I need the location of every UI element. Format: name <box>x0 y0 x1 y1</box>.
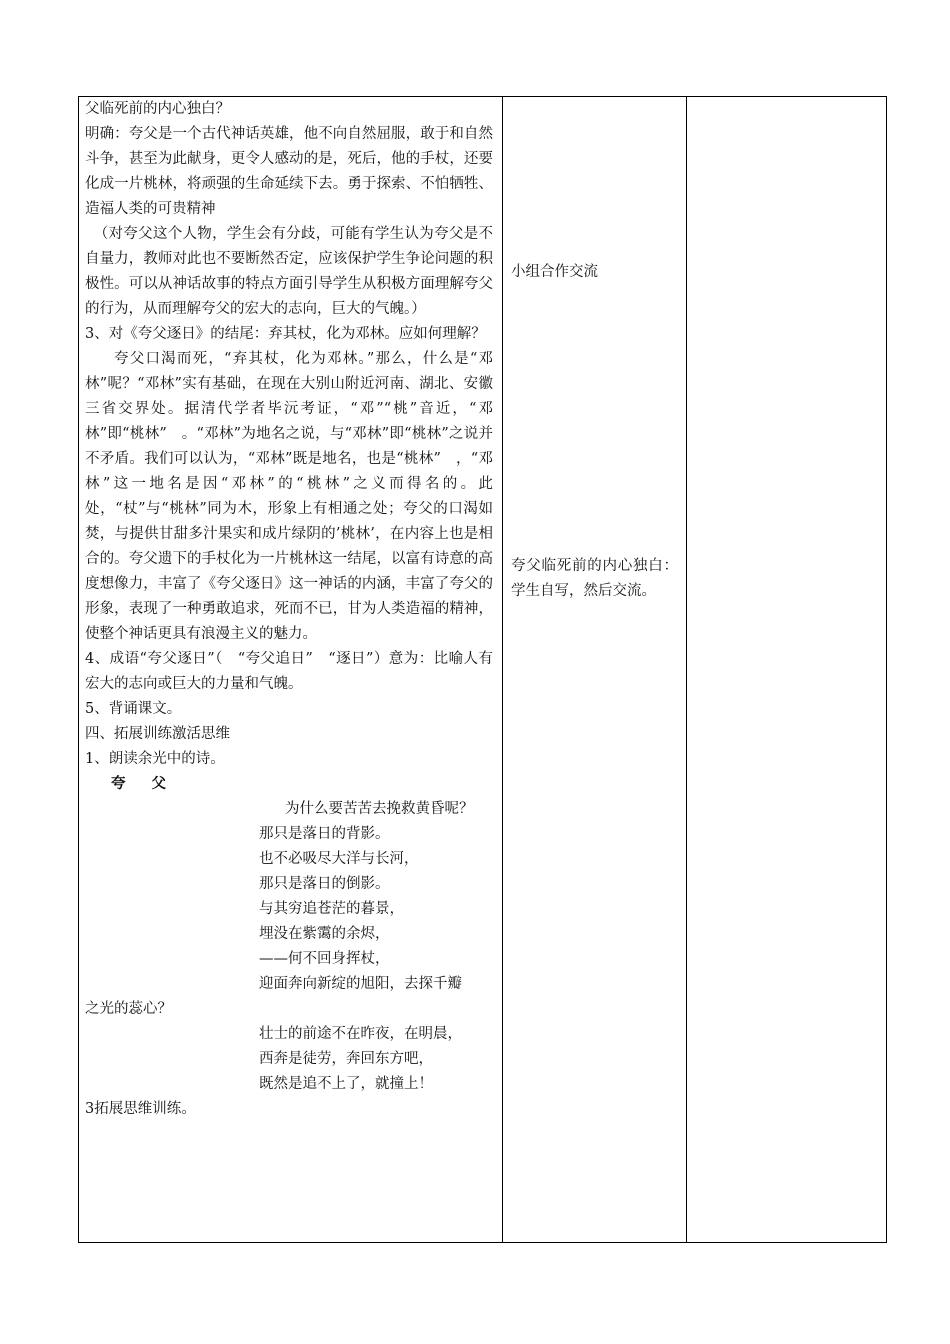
poem-line: ——何不回身挥杖， <box>259 951 390 967</box>
poem-title: 夸父 <box>111 776 192 792</box>
monologue-note: 夸父临死前的内心独白：学生自写，然后交流。 <box>511 558 678 599</box>
text-line: 3拓展思维训练。 <box>85 1101 196 1117</box>
question-3: 3、对《夸父逐日》的结尾：弃其杖，化为邓林。应如何理解？ <box>85 326 486 342</box>
poem-line: 与其穷追苍茫的暮景， <box>259 901 404 917</box>
poem-line: 迎面奔向新绽的旭阳，去探千瓣 <box>259 976 462 992</box>
poem-line: 也不必吸尽大洋与长河， <box>259 851 419 867</box>
notes-cell <box>687 97 887 1243</box>
student-activity-content <box>503 97 686 1237</box>
text-line: 5、背诵课文。 <box>85 701 182 717</box>
poem-line: 壮士的前途不在昨夜，在明晨， <box>259 1026 462 1042</box>
text-paragraph: 明确：夸父是一个古代神话英雄，他不向自然屈服，敢于和自然斗争，甚至为此献身，更令人感动的是，死后，他的手杖，还要化成一片桃林，将顽强的生命延续下去。勇于探索、不怕牺牲、造福人类的可贵精神 <box>85 126 493 217</box>
poem-line: 之光的蕊心？ <box>85 1001 172 1017</box>
poem-line: 为什么要苦苦去挽救黄昏呢？ <box>285 801 474 817</box>
text-paragraph: （对夸父这个人物，学生会有分歧，可能有学生认为夸父是不自量力，教师对此也不要断然否定，应该保护学生争论问题的积极性。可以从神话故事的特点方面引导学生从积极方面理解夸父的行为，从而理解夸父的宏大的志向，巨大的气魄。） <box>85 226 493 317</box>
table-row <box>79 97 887 1243</box>
lesson-plan-table <box>78 96 887 1243</box>
section-heading: 四、拓展训练激活思维 <box>85 726 230 742</box>
poem-line: 那只是落日的背影。 <box>259 826 390 842</box>
text-line: 父临死前的内心独白？ <box>85 101 230 117</box>
student-activity-cell <box>503 97 687 1243</box>
text-paragraph: 夸父口渴而死，“弃其杖，化为邓林。”那么，什么是“邓林”呢？“邓林”实有基础，在现在大别山附近河南、湖北、安徽三省交界处。据清代学者毕沅考证，“邓”“桃”音近，“邓林”即“桃林” 。“邓林”为地名之说，与“邓林”即“桃林”之说并不矛盾。我们可以认为，“邓林”既是地名，也是“桃林” ，“邓林”这一地名是因“邓林”的“桃林”之义而得名的。此处，“杖”与“桃林”同为木，形象上有相通之处；夸父的口渴如焚，与提供甘甜多汁果实和成片绿阴的’桃林’，在内容上也是相合的。夸父遗下的手杖化为一片桃林这一结尾，以富有诗意的高度想像力，丰富了《夸父逐日》这一神话的内涵，丰富了夸父的形象，表现了一种勇敢追求，死而不已，甘为人类造福的精神，使整个神话更具有浪漫主义的魅力。 <box>85 351 493 642</box>
text-line: 1、朗读余光中的诗。 <box>85 751 225 767</box>
teacher-activity-content <box>79 97 502 1122</box>
poem-line: 那只是落日的倒影。 <box>259 876 390 892</box>
poem-line: 埋没在紫霭的余烬， <box>259 926 390 942</box>
poem-line: 西奔是徒劳，奔回东方吧， <box>259 1051 433 1067</box>
teacher-activity-cell <box>79 97 503 1243</box>
group-discussion-note: 小组合作交流 <box>511 264 598 280</box>
question-4: 4、成语“夸父逐日”（ “夸父追日” “逐日”）意为：比喻人有宏大的志向或巨大的力量和气魄。 <box>85 651 493 692</box>
poem-line: 既然是追不上了，就撞上！ <box>259 1076 433 1092</box>
